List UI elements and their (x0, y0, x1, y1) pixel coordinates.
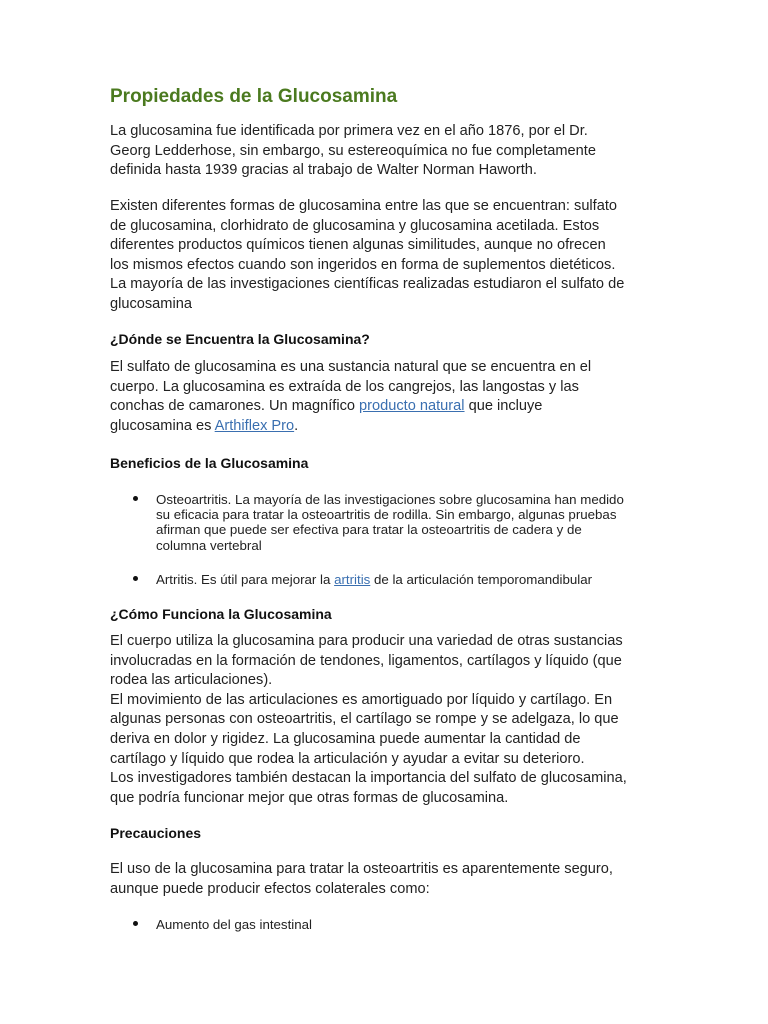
list-item-line (156, 572, 592, 587)
producto-natural-link[interactable]: producto natural (359, 398, 465, 415)
intro-paragraph-1 (110, 122, 596, 181)
donde-paragraph (110, 358, 591, 436)
list-item-line: afirman que puede ser efectiva para tratar la osteoartritis de cadera y de (156, 522, 582, 538)
section-heading-precauciones: Precauciones (110, 825, 202, 841)
paragraph-line (110, 417, 591, 437)
section-heading-beneficios: Beneficios de la Glucosamina (110, 455, 309, 471)
list-item-line: su eficacia para tratar la osteoartritis de rodilla. Sin embargo, algunas pruebas (156, 507, 617, 523)
paragraph-line: deriva en dolor y rigidez. La glucosamina puede aumentar la cantidad de (110, 730, 581, 747)
paragraph-line: El uso de la glucosamina para tratar la osteoartritis es aparentemente seguro, (110, 861, 613, 877)
section-heading-como: ¿Cómo Funciona la Glucosamina (110, 606, 332, 622)
paragraph-line: Los investigadores también destacan la importancia del sulfato de glucosamina, (110, 770, 627, 787)
list-item-text (156, 572, 592, 587)
page-title: Propiedades de la Glucosamina (110, 86, 398, 107)
text-segment: conchas de camarones. Un magnífico (110, 398, 360, 415)
list-item-line: Osteoartritis. La mayoría de las investigaciones sobre glucosamina han medido (156, 492, 624, 507)
paragraph-line: de glucosamina, clorhidrato de glucosamina y glucosamina acetilada. Estos (110, 217, 600, 234)
artritis-link[interactable]: artritis (334, 572, 371, 587)
paragraph-line: El movimiento de las articulaciones es amortiguado por líquido y cartílago. En (110, 691, 613, 708)
paragraph-line (110, 397, 591, 417)
bullet-icon (133, 496, 138, 501)
text-segment: de la articulación temporomandibular (370, 572, 593, 587)
list-item-text (156, 492, 624, 553)
list-item-text (156, 917, 312, 932)
bullet-icon (133, 576, 138, 581)
paragraph-line: involucradas en la formación de tendones, ligamentos, cartílagos y líquido (que (110, 652, 622, 669)
text-segment: . (294, 417, 299, 434)
paragraph-line: cartílago y líquido que rodea la articulación y ayudar a evitar su deterioro. (110, 750, 585, 767)
paragraph-line: Existen diferentes formas de glucosamina entre las que se encuentran: sulfato (110, 198, 618, 214)
paragraph-line: El sulfato de glucosamina es una sustancia natural que se encuentra en el (110, 359, 592, 375)
paragraph-line: La mayoría de las investigaciones científicas realizadas estudiaron el sulfato de (110, 276, 625, 293)
paragraph-line: La glucosamina fue identificada por primera vez en el año 1876, por el Dr. (110, 123, 588, 139)
paragraph-line: definida hasta 1939 gracias al trabajo de Walter Norman Haworth. (110, 162, 537, 179)
list-item-line: columna vertebral (156, 537, 262, 553)
paragraph-line: aunque puede producir efectos colaterales como: (110, 880, 430, 897)
text-segment: que incluye (464, 398, 543, 415)
paragraph-line: los mismos efectos cuando son ingeridos en forma de suplementos dietéticos. (110, 256, 616, 273)
paragraph-line: glucosamina (110, 295, 192, 312)
paragraph-line: diferentes productos químicos tienen algunas similitudes, aunque no ofrecen (110, 237, 606, 254)
paragraph-line: algunas personas con osteoartritis, el cartílago se rompe y se adelgaza, lo que (110, 711, 619, 728)
list-item-line: Aumento del gas intestinal (156, 917, 312, 932)
precauciones-paragraph (110, 860, 613, 899)
paragraph-line: El cuerpo utiliza la glucosamina para producir una variedad de otras sustancias (110, 633, 623, 649)
text-segment: Artritis. Es útil para mejorar la (156, 572, 335, 587)
paragraph-line: que podría funcionar mejor que otras formas de glucosamina. (110, 789, 509, 806)
text-segment: glucosamina es (110, 417, 215, 434)
arthiflex-pro-link[interactable]: Arthiflex Pro (214, 417, 295, 434)
intro-paragraph-2 (110, 197, 624, 315)
paragraph-line: rodea las articulaciones). (110, 672, 273, 689)
section-heading-donde: ¿Dónde se Encuentra la Glucosamina? (110, 331, 370, 347)
paragraph-line: cuerpo. La glucosamina es extraída de los cangrejos, las langostas y las (110, 378, 579, 395)
bullet-icon (133, 921, 138, 926)
como-paragraph (110, 632, 627, 808)
paragraph-line: Georg Ledderhose, sin embargo, su estereoquímica no fue completamente (110, 142, 596, 159)
